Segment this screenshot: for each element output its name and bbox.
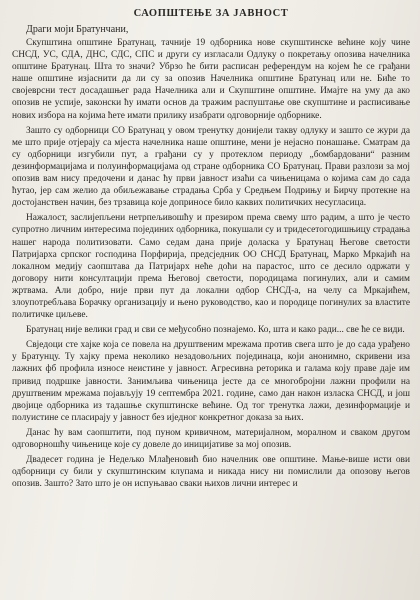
- greeting: Драги моји Братунчани,: [26, 24, 129, 35]
- paragraph-1: Скупштина општине Братунац, тачније 19 одборника нове скупштинске већине коју чине СНСД, УС, СДА, ДНС, СДС, СПС и други су изгласали Одлуку о покретању опозива начелника општине Братунац. Шта то значи? Убрзо ће бити расписан референдум на којем ће се грађани наше општине изјаснити да ли су за опозив Начелника општине Братунац или не. Биће то својеврсни тест досадашњег рада Начелника али и Скупштине општине. Имајте на уму да ако опозив не успије, законски ћу имати основ да тражим распуштање ове скупштине и расписивање нових избора на којима ћете имати прилику изабрати одговорније одборнике.: [12, 38, 410, 121]
- paragraph-5: Свједоци сте хајке која се повела на друштвеним мрежама против свега што је до сада урађено у Братунцу. Ту хајку према неколико незадовољних појединаца, који анонимно, скривени иза лажних фб профила износе неистине у јавност. Агресивна реторика и галама коју праве даје им привид подршке јавности. Занимљива чињеница јесте да се многобројни лажни профили на друштвеним мрежама појављују 19 септембра 2021. године, само дан након изласка СНСД, и још двојице одборника из тадашње скупштинске већине. Од тог тренутка лажи, дезинформације и полуистине се пласирају у јавност без иједног конкретног доказа за њих.: [12, 340, 410, 423]
- paragraph-3: Нажалост, заслијепљени нетрпељивошћу и презиром према свему што радим, а што је често супротно личним интересима појединих одборника, покушали су и тридесетогодишњицу страдања нашег народа политизовати. Само седам дана прије доласка у Братунац Његове светости Патријарха српског господина Порфирија, предсједник ОО СНСД Братунац, Марко Мркајић на локалном медију саопштава да Патријарх неће доћи на парастос, што се десило одржати у договору нити консултацији према Његовој светости, породицама погинулих, али и самим жртвама. Али добро, није први пут да локални одбор СНСД-а, на челу са Мркајићем, злоупотребљава Борачку организацију и њено руководство, као и породице погинулих за властите политичке циљеве.: [12, 213, 410, 321]
- paragraph-4: Братунац није велики град и сви се међусобно познајемо. Ко, шта и како ради... све ће се види.: [26, 325, 405, 336]
- document-title: САОПШТЕЊЕ ЗА ЈАВНОСТ: [133, 8, 289, 19]
- paragraph-7: Двадесет година је Недељко Млађеновић био начелник ове општине. Мање-више исти ови одборници су били у скупштинским клупама и никада нису ни помислили да опозову његов опозив. Зашто? Зато што је он испуњавао сваки њихов лични интерес и: [12, 455, 410, 490]
- paragraph-6: Данас ћу вам саопштити, под пуном кривичном, материјалном, моралном и сваком другом одговорношћу чињенице које су довеле до иницијативе за мој опозив.: [12, 427, 410, 450]
- paragraph-2: Зашто су одборници СО Братунац у овом тренутку донијели такву одлуку и зашто се жури да ме што прије отјерају са мјеста начелника наше општине, мени је нејасно понашање. Сматрам да су одборници изгубили пут, а грађани су у протеклом периоду „бомбардовани“ разним дезинформацијама и полуинформацијама од стране одборника СО Братунац. Прави разлози за мој опозив вам нису предочени и данас ћу први јавност изаћи са чињеницама о којима сам до сада ћутао, јер сам желио да обиљежавање страдања Срба у Средњем Подрињу и Бирчу протекне на достојанствен начин, без трзавица које доприносе било каквих политичких несугласица.: [12, 125, 410, 209]
